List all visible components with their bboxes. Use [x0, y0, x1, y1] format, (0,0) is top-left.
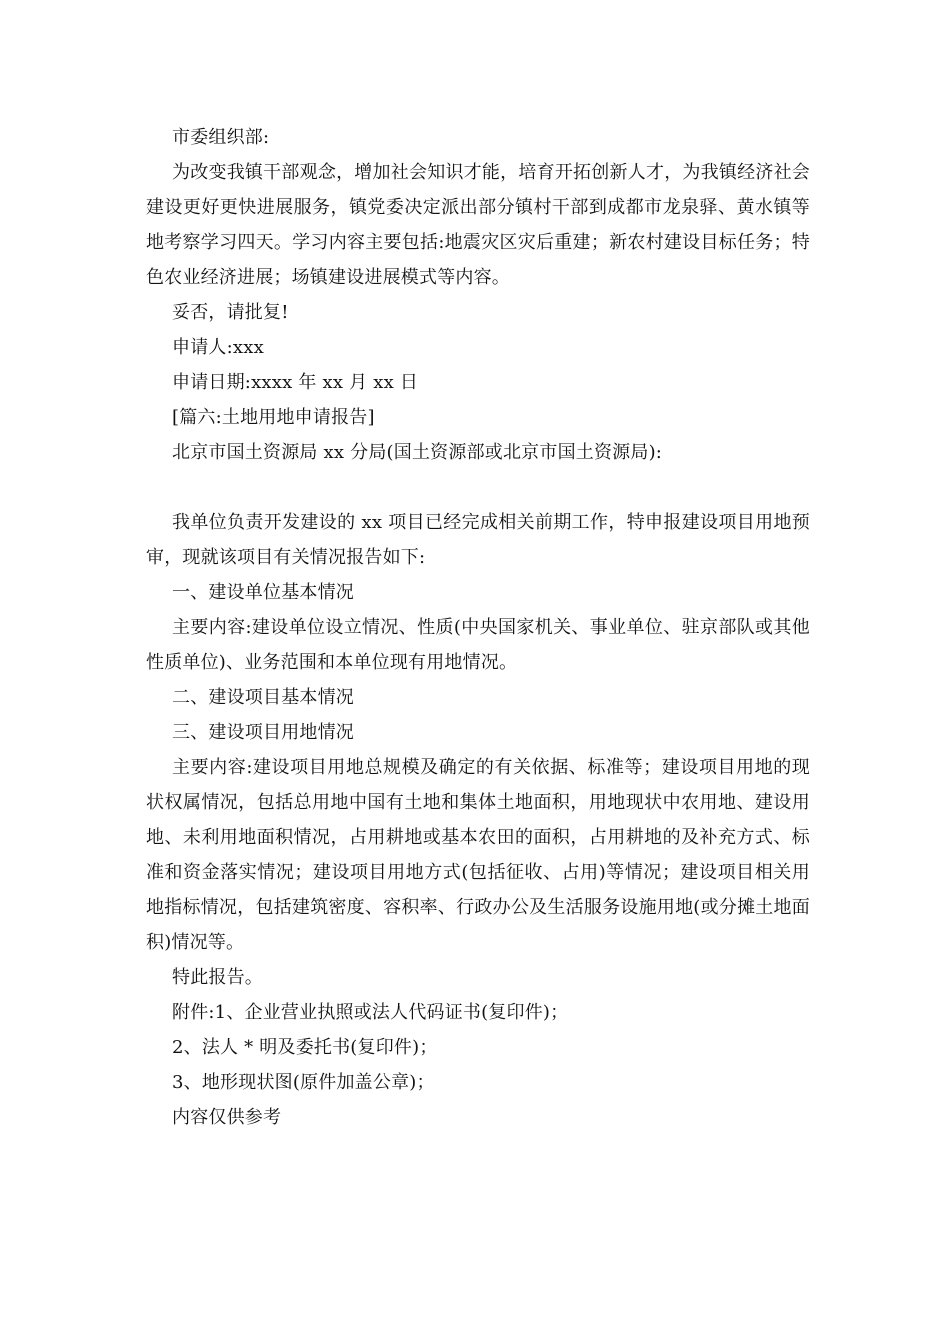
- item-heading-1: 一、建设单位基本情况: [172, 582, 354, 603]
- unit-content-paragraph: 主要内容:建设单位设立情况、性质(中央国家机关、事业单位、驻京部队或其他性质单位)、业务范围和本单位现有用地情况。: [146, 617, 810, 673]
- attachment-item-1: 附件:1、企业营业执照或法人代码证书(复印件)；: [172, 1002, 569, 1023]
- reference-note: 内容仅供参考: [172, 1107, 282, 1128]
- document-body: [146, 120, 810, 1135]
- item-heading-2: 二、建设项目基本情况: [172, 687, 354, 708]
- applicant-line: 申请人:xxx: [172, 337, 264, 358]
- addressee-line: 市委组织部:: [172, 127, 270, 148]
- project-intro-paragraph: 我单位负责开发建设的 xx 项目已经完成相关前期工作，特申报建设项目用地预审，现就该项目有关情况报告如下:: [146, 512, 810, 568]
- item-heading-3: 三、建设项目用地情况: [172, 722, 354, 743]
- application-date-line: 申请日期:xxxx 年 xx 月 xx 日: [172, 372, 419, 393]
- recipient-line: 北京市国土资源局 xx 分局(国土资源部或北京市国土资源局):: [172, 442, 663, 463]
- blank-line: [146, 470, 810, 505]
- section-heading: [篇六:土地用地申请报告]: [172, 407, 375, 428]
- land-content-paragraph: 主要内容:建设项目用地总规模及确定的有关依据、标准等；建设项目用地的现状权属情况，包括总用地中国有土地和集体土地面积，用地现状中农用地、建设用地、未利用地面积情况，占用耕地或基本农田的面积，占用耕地的及补充方式、标准和资金落实情况；建设项目用地方式(包括征收、占用)等情况；建设项目相关用地指标情况，包括建筑密度、容积率、行政办公及生活服务设施用地(或分摊土地面积)情况等。: [146, 757, 810, 953]
- attachment-item-2: 2、法人 * 明及委托书(复印件)；: [172, 1037, 438, 1058]
- attachment-item-3: 3、地形现状图(原件加盖公章)；: [172, 1072, 435, 1093]
- approval-request-line: 妥否，请批复!: [172, 302, 289, 323]
- closing-line: 特此报告。: [172, 967, 263, 988]
- request-paragraph: 为改变我镇干部观念，增加社会知识才能，培育开拓创新人才，为我镇经济社会建设更好更快进展服务，镇党委决定派出部分镇村干部到成都市龙泉驿、黄水镇等地考察学习四天。学习内容主要包括:地震灾区灾后重建；新农村建设目标任务；特色农业经济进展；场镇建设进展模式等内容。: [146, 162, 810, 288]
